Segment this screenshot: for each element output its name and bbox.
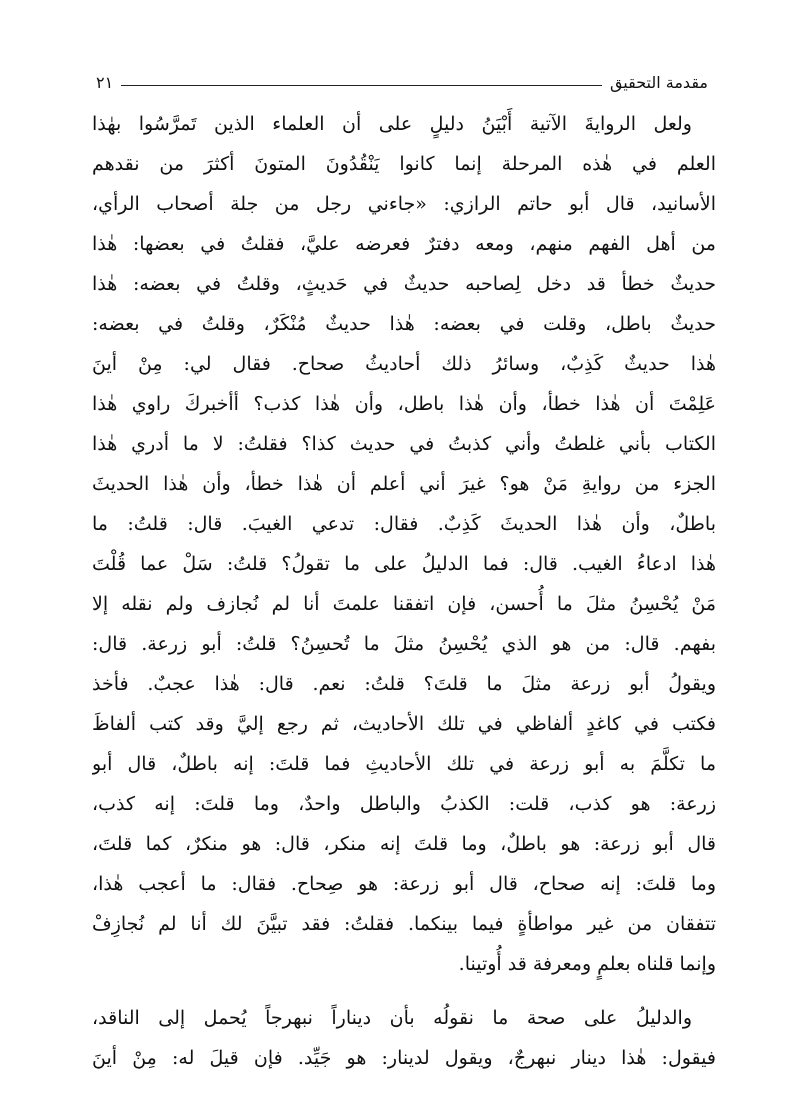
text-line: زرعة: هو كذب، قلت: الكذبُ والباطل واحدٌ، وما قلتَ: إنه كذب، <box>92 793 716 815</box>
text-line: عَلِمْتَ أن هٰذا خطأ، وأن هٰذا باطل، وأن هٰذا كذب؟ أأخبركَ راوي هٰذا <box>92 393 716 415</box>
paragraph-spacer <box>92 984 716 998</box>
text-line: حديثٌ خطأ قد دخل لِصاحبه حديثٌ في حَديثٍ، وقلتُ في بعضه: هٰذا <box>92 273 716 295</box>
text-line: بفهم. قال: من هو الذي يُحْسِنُ مثلَ ما تُحسِنُ؟ قلتُ: أبو زرعة. قال: <box>92 633 716 655</box>
text-line: والدليلُ على صحة ما نقولُه بأن ديناراً نبهرجاً يُحمل إلى الناقد، <box>92 1007 692 1029</box>
text-line: ما تكلَّمَ به أبو زرعة في تلك الأحاديثِ فما قلتَ: إنه باطلٌ، قال أبو <box>92 753 716 775</box>
text-line: هٰذا ادعاءُ الغيب. قال: فما الدليلُ على ما تقولُ؟ قلتُ: سَلْ عما قُلْتَ <box>92 553 716 575</box>
text-line: وما قلتَ: إنه صحاح، قال أبو زرعة: هو صِحاح. فقال: ما أعجب هٰذا، <box>92 873 716 895</box>
paragraph-1 <box>92 104 716 984</box>
running-header <box>96 64 708 100</box>
header-title: مقدمة التحقيق <box>609 72 708 92</box>
paragraph-2 <box>92 998 716 1078</box>
text-line: وإنما قلناه بعلمٍ ومعرفة قد أُوتينا. <box>458 953 716 975</box>
text-line: من أهل الفهم منهم، ومعه دفترٌ فعرضه عليَّ، فقلتُ في بعضها: هٰذا <box>92 233 716 255</box>
text-line: الكتاب بأني غلطتُ وأني كذبتُ في حديث كذا؟ فقلتُ: لا ما أدري هٰذا <box>92 433 716 455</box>
text-line: العلم في هٰذه المرحلة إنما كانوا يَنْقُدُونَ المتونَ أكثرَ من نقدهم <box>92 153 716 175</box>
text-line: فكتب في كاغدٍ ألفاظي في تلك الأحاديث، ثم رجع إليَّ وقد كتب ألفاظَ <box>92 713 716 735</box>
text-line: فيقول: هٰذا دينار نبهرجٌ، ويقول لدينار: هو جَيِّد. فإن قيلَ له: مِنْ أينَ <box>92 1047 716 1069</box>
text-line: الجزء من روايةِ مَنْ هو؟ غيرَ أني أعلم أن هٰذا خطأ، وأن هٰذا الحديثَ <box>92 473 716 495</box>
header-rule <box>121 85 602 86</box>
text-line: ويقولُ أبو زرعة مثلَ ما قلتَ؟ قلتُ: نعم. قال: هٰذا عجبٌ. فأخذ <box>92 673 716 695</box>
page-number: ٢١ <box>96 72 114 92</box>
text-line: تتفقان من غير مواطأةٍ فيما بينكما. فقلتُ: فقد تبيَّنَ لك أنا لم نُجازِفْ <box>92 913 716 935</box>
body-text <box>92 104 716 1078</box>
text-line: ولعل الروايةَ الآتية أَبْيَنُ دليلٍ على أن العلماء الذين تَمرَّسُوا بهٰذا <box>92 113 692 135</box>
text-line: الأسانيد، قال أبو حاتم الرازي: «جاءني رجل من جلة أصحاب الرأي، <box>92 193 716 215</box>
text-line: هٰذا حديثٌ كَذِبٌ، وسائرُ ذلك أحاديثُ صحاح. فقال لي: مِنْ أينَ <box>92 353 716 375</box>
text-line: قال أبو زرعة: هو باطلٌ، وما قلتَ إنه منكر، قال: هو منكرٌ، كما قلتَ، <box>92 833 716 855</box>
text-line: حديثٌ باطل، وقلت في بعضه: هٰذا حديثٌ مُنْكَرٌ، وقلتُ في بعضه: <box>92 313 716 335</box>
text-line: باطلٌ، وأن هٰذا الحديثَ كَذِبٌ. فقال: تدعي الغيبَ. قال: قلتُ: ما <box>92 513 716 535</box>
text-line: مَنْ يُحْسِنُ مثلَ ما أُحسن، فإن اتفقنا علمتَ أنا لم نُجازف ولم نقله إلا <box>92 593 716 615</box>
